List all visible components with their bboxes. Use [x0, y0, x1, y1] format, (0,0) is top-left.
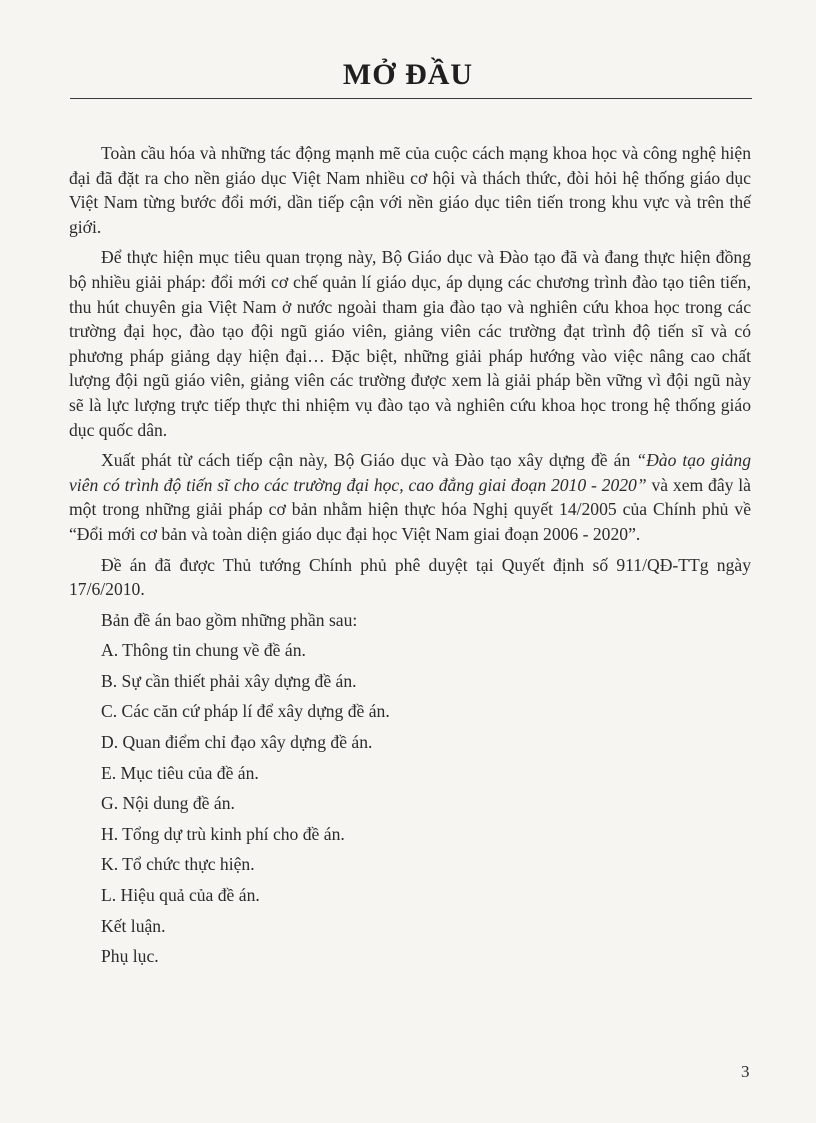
list-item: K. Tổ chức thực hiện.	[101, 854, 255, 875]
list-item: B. Sự cần thiết phải xây dựng đề án.	[101, 670, 357, 691]
list-item: E. Mục tiêu của đề án.	[101, 762, 259, 783]
paragraph-4: Đề án đã được Thủ tướng Chính phủ phê duyệt tại Quyết định số 911/QĐ-TTg ngày 17/6/2010.	[69, 554, 751, 600]
list-item: A. Thông tin chung về đề án.	[101, 640, 306, 661]
paragraph-3-tail: và xem đây là một trong những giải pháp cơ bản nhằm hiện thực hóa Nghị quyết 14/2005 của Chính phủ về “Đổi mới cơ bản và toàn diện giáo dục đại học Việt Nam giai đoạn 2006 - 2020”.	[69, 474, 751, 544]
document-body	[69, 141, 751, 975]
paragraph-3-lead: Xuất phát từ cách tiếp cận này, Bộ Giáo dục và Đào tạo xây dựng đề án	[101, 450, 637, 471]
list-item: Phụ lục.	[101, 946, 159, 967]
paragraph-1: Toàn cầu hóa và những tác động mạnh mẽ của cuộc cách mạng khoa học và công nghệ hiện đại đã đặt ra cho nền giáo dục Việt Nam nhiều cơ hội và thách thức, đòi hỏi hệ thống giáo dục Việt Nam từng bước đổi mới, dần tiếp cận với nền giáo dục tiên tiến trong khu vực và trên thế giới.	[69, 143, 751, 237]
list-item: L. Hiệu quả của đề án.	[101, 885, 260, 906]
title-divider	[70, 98, 752, 99]
contents-list	[69, 638, 751, 969]
list-item: Kết luận.	[101, 915, 166, 936]
paragraph-2: Để thực hiện mục tiêu quan trọng này, Bộ Giáo dục và Đào tạo đã và đang thực hiện đồng bộ nhiều giải pháp: đổi mới cơ chế quản lí giáo dục, áp dụng các chương trình đào tạo tiên tiến, thu hút chuyên gia Việt Nam ở nước ngoài tham gia đào tạo và nghiên cứu khoa học trong các trường đại học, đào tạo đội ngũ giáo viên, giảng viên các trường đạt trình độ tiến sĩ và có phương pháp giảng dạy hiện đại… Đặc biệt, những giải pháp hướng vào việc nâng cao chất lượng đội ngũ giáo viên, giảng viên các trường được xem là giải pháp bền vững vì đội ngũ này sẽ là lực lượng trực tiếp thực thi nhiệm vụ đào tạo và nghiên cứu khoa học trong hệ thống giáo dục quốc dân.	[69, 247, 751, 440]
paragraph-5: Bản đề án bao gồm những phần sau:	[101, 609, 358, 630]
project-title-italic: “Đào tạo giảng viên có trình độ tiến sĩ cho các trường đại học, cao đẳng giai đoạn 2010 - 2020”	[69, 450, 751, 495]
paragraph-3	[69, 448, 751, 546]
list-item: D. Quan điểm chỉ đạo xây dựng đề án.	[101, 732, 373, 753]
page-title: MỞ ĐẦU	[342, 58, 474, 91]
list-item: G. Nội dung đề án.	[101, 793, 235, 814]
page-number: 3	[741, 1062, 750, 1081]
list-item: C. Các căn cứ pháp lí để xây dựng đề án.	[101, 701, 390, 722]
list-item: H. Tổng dự trù kinh phí cho đề án.	[101, 823, 345, 844]
